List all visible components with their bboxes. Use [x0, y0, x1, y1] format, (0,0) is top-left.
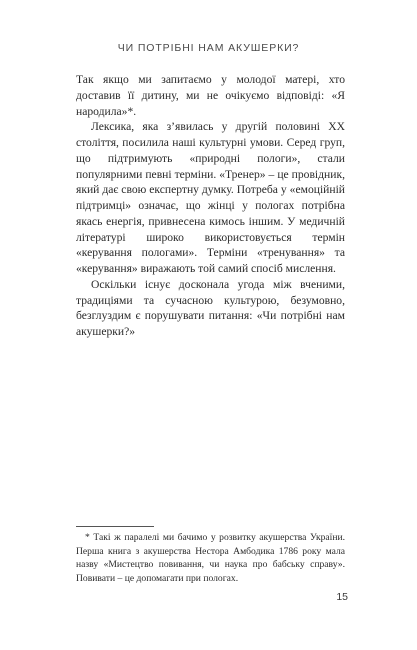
footnote: * Такі ж паралелі ми бачимо у розвитку акушерства України. Перша книга з акушерства Нестора Амбодика 1786 року мала назву «Мистецтво повивання, чи наука про бабську справу». Повивати – це допомагати при пологах.: [76, 532, 345, 585]
running-head: ЧИ ПОТРІБНІ НАМ АКУШЕРКИ?: [117, 42, 300, 54]
paragraph-3: Оскільки існує досконала угода між вченими, традиціями та сучасною культурою, безумовно, безглуздим є порушувати питання: «Чи потрібні нам акушерки?»: [76, 277, 345, 338]
page-number: 15: [336, 591, 348, 603]
body-text: [76, 72, 345, 340]
paragraph-2: Лексика, яка з’явилась у другій половині ХХ століття, посилила наші культурні умови. Серед груп, що підтримують «природні пологи», стали популярними певні терміни. «Тренер» – це провідник, який дає свою експертну думку. Потреба у «емоційній підтримці» означає, що жінці у пологах потрібна якась енергія, привнесена кимось іншим. У медичній літературі широко використовується термін «керування пологами». Терміни «тренування» та «керування» виражають той самий спосіб мислення.: [76, 120, 345, 275]
paragraph-1: Так якщо ми запитаємо у молодої матері, хто доставив її дитину, ми не очікуємо відповіді: «Я народила»*.: [76, 73, 345, 118]
footnote-divider: [76, 526, 154, 527]
